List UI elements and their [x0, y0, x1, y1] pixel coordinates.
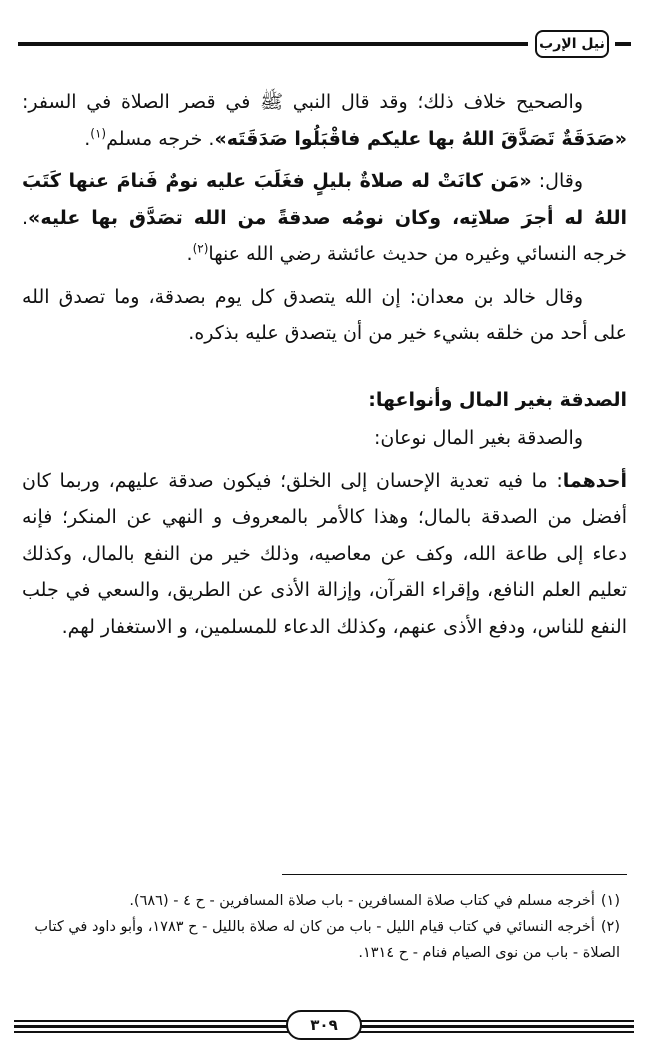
header-rule-left	[18, 42, 528, 46]
footnote-number: (٢)	[600, 919, 620, 935]
paragraph-5	[22, 463, 627, 646]
paragraph-3: وقال خالد بن معدان: إن الله يتصدق كل يوم بصدقة، وما تصدق الله على أحد من خلقه بشيء خير من أن يتصدق عليه بذكره.	[22, 285, 627, 344]
main-text	[22, 84, 627, 645]
footnotes	[30, 888, 620, 966]
book-title: نيل الإرب	[535, 30, 609, 58]
paragraph-1-end: .	[84, 127, 91, 150]
footnote-number: (١)	[600, 893, 620, 909]
hadith-quote-1: «صَدَقَةٌ تَصَدَّقَ اللهُ بها عليكم فاقْبَلُوا صَدَقَتَه»	[214, 127, 627, 150]
paragraph-1-source: . خرجه مسلم	[106, 127, 215, 150]
paragraph-2-text: وقال:	[531, 170, 583, 192]
paragraph-1-text: والصحيح خلاف ذلك؛ وقد قال النبي ﷺ في قصر الصلاة في السفر:	[22, 91, 583, 113]
footnote-text: أخرجه مسلم في كتاب صلاة المسافرين - باب صلاة المسافرين - ح ٤ - (٦٨٦).	[129, 893, 595, 909]
running-header	[18, 30, 631, 64]
footnote-2	[30, 914, 620, 966]
paragraph-2	[22, 163, 627, 273]
footnote-separator	[282, 874, 627, 875]
footnote-1	[30, 888, 620, 914]
paragraph-5-text: : ما فيه تعدية الإحسان إلى الخلق؛ فيكون صدقة عليهم، وربما كان أفضل من الصدقة بالمال؛ وهذا كالأمر بالمعروف و النهي عن المنكر؛ فإنه دعاء إلى طاعة الله، وكف عن معاصيه، وذلك خير من النفع بالمال، وكذلك تعليم العلم النافع، وإقراء القرآن، وإزالة الأذى عن الطريق، والسعي في جلب النفع للناس، ودفع الأذى عنهم، وكذلك الدعاء للمسلمين، و الاستغفار لهم.	[22, 469, 627, 638]
paragraph-1	[22, 84, 627, 157]
footnote-ref-1[interactable]: (١)	[90, 126, 107, 141]
paragraph-5-lead: أحدهما	[562, 469, 627, 492]
header-rule-right	[615, 42, 631, 46]
hadith-quote-2: «مَن كانَتْ له صلاةٌ بليلٍ فغَلَبَ عليه نومٌ فَنامَ عنها كَتَبَ اللهُ له أجرَ صلاتِه، وكان نومُه صدقةً من الله تصَدَّق بها عليه»	[22, 170, 627, 229]
paragraph-2-end: .	[186, 243, 193, 265]
footnote-text: أخرجه النسائي في كتاب قيام الليل - باب من كان له صلاة بالليل - ح ١٧٨٣، وأبو داود في كتاب الصلاة - باب من نوى الصيام فنام - ح ١٣١٤.	[34, 919, 620, 961]
page-number: ٣٠٩	[286, 1010, 362, 1040]
footnote-ref-2[interactable]: (٢)	[192, 241, 209, 256]
paragraph-4: والصدقة بغير المال نوعان:	[374, 427, 583, 449]
page-footer	[14, 1008, 634, 1044]
section-heading: الصدقة بغير المال وأنواعها:	[368, 388, 627, 411]
paragraph-2-source: . خرجه النسائي وغيره من حديث عائشة رضي الله عنها	[22, 206, 627, 265]
